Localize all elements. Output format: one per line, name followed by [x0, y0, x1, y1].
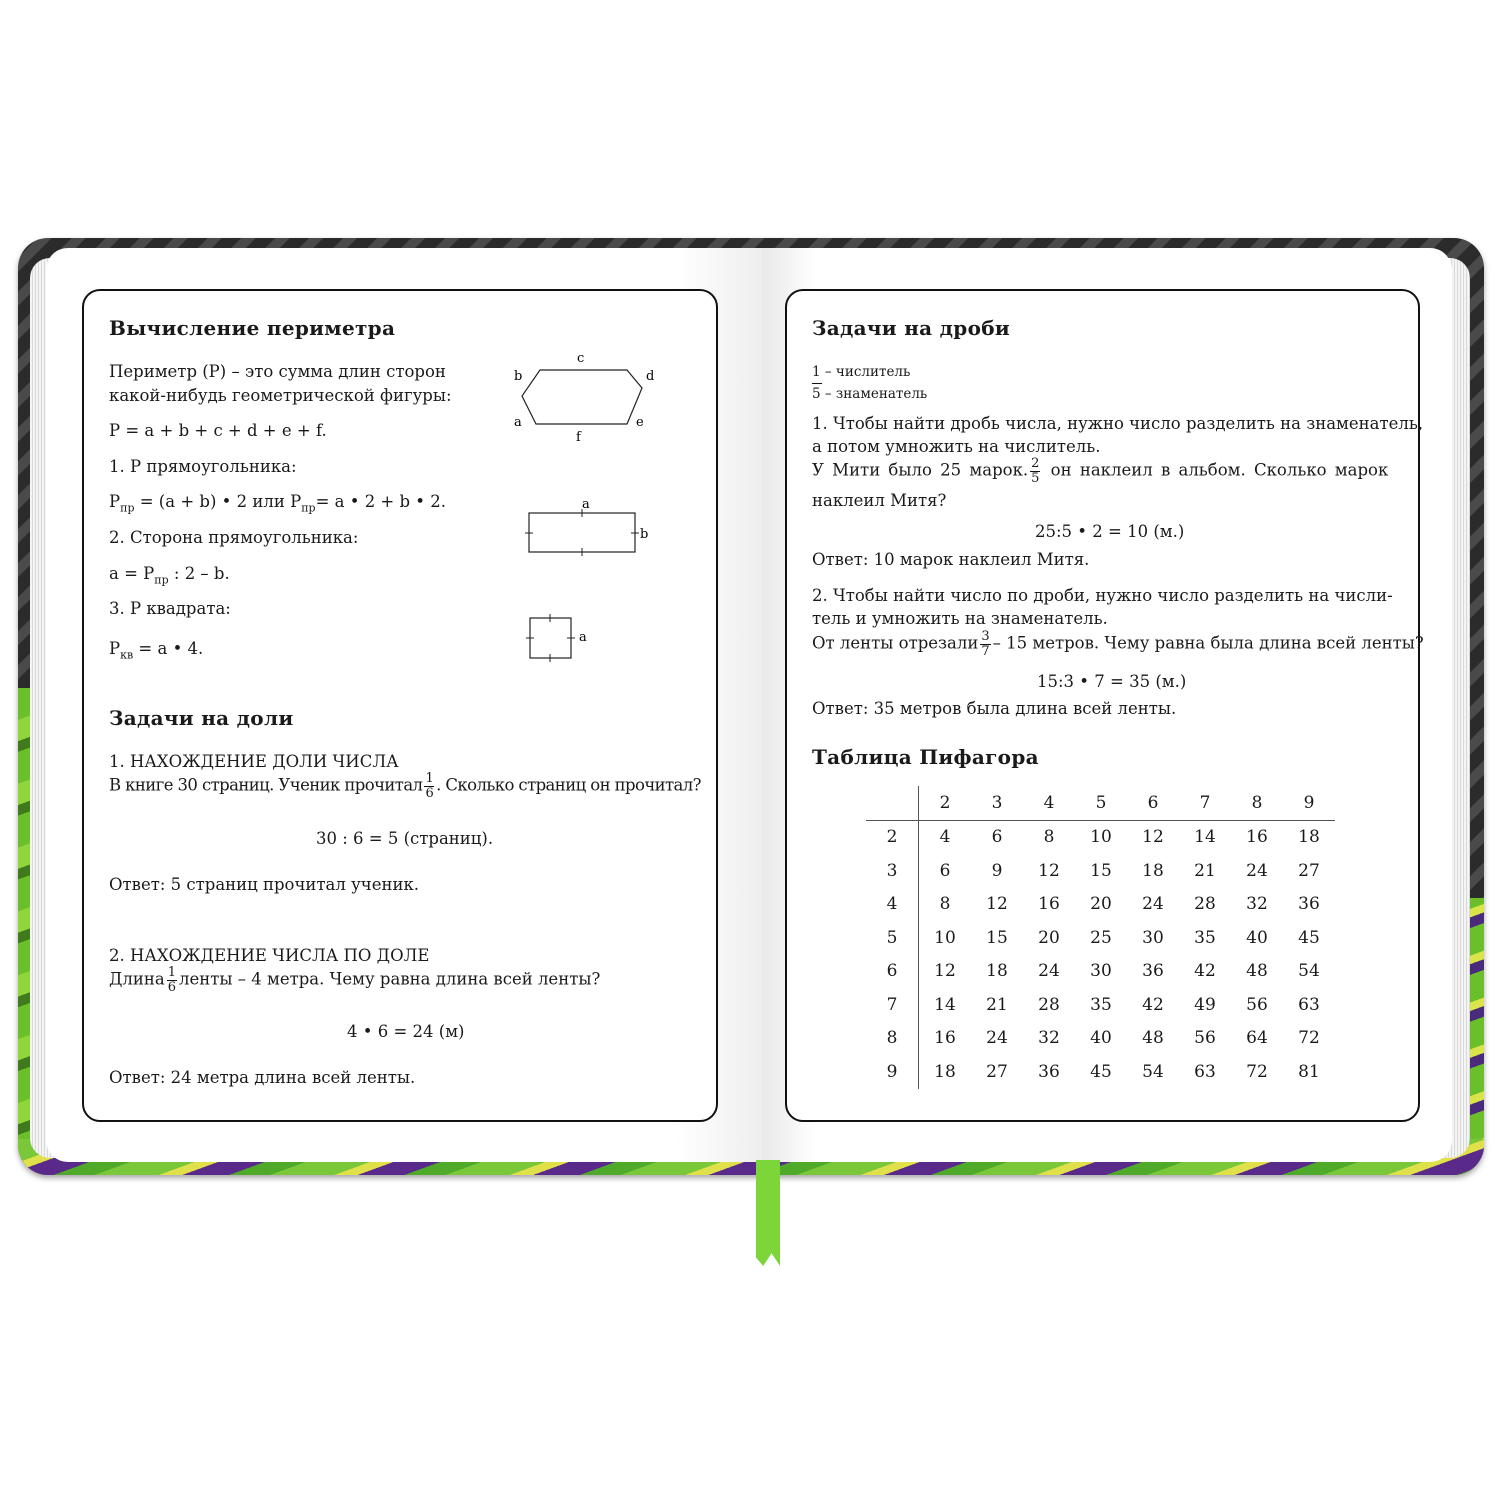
rectangle-diagram — [520, 495, 660, 560]
table-row-header: 4 — [866, 888, 919, 922]
table-cell: 12 — [934, 961, 956, 982]
table-cell: 64 — [1246, 1028, 1268, 1049]
table-cell: 18 — [934, 1061, 956, 1082]
table-header-cell: 2 — [919, 786, 972, 820]
table-cell: 40 — [1090, 1028, 1112, 1049]
square-diagram — [522, 610, 602, 665]
table-cell: 30 — [1142, 927, 1164, 948]
table-row-header: 2 — [866, 820, 919, 854]
fractions-example-2: От ленты отрезали $\frac{3}{7}$ – 15 метров. Чему равна была длина всей ленты? — [812, 629, 1424, 659]
table-cell: 8 — [939, 894, 951, 915]
table-header-cell: 6 — [1127, 786, 1179, 820]
legend-fraction-bar — [812, 383, 822, 384]
table-cell: 81 — [1298, 1061, 1320, 1082]
bookmark-ribbon — [756, 1160, 780, 1266]
table-cell: 32 — [1038, 1028, 1060, 1049]
table-header-cell: 7 — [1179, 786, 1231, 820]
table-cell: 15 — [986, 927, 1008, 948]
table-cell: 28 — [1194, 894, 1216, 915]
table-header-cell: 9 — [1283, 786, 1335, 820]
table-cell: 14 — [934, 994, 956, 1015]
hex-label-b: b — [514, 369, 523, 384]
table-header-cell: 8 — [1231, 786, 1283, 820]
table-row-header: 3 — [866, 854, 919, 888]
table-cell: 42 — [1194, 961, 1216, 982]
table-cell: 16 — [934, 1028, 956, 1049]
table-header-cell: 4 — [1023, 786, 1075, 820]
table-cell: 10 — [934, 927, 956, 948]
table-row-header: 8 — [866, 1022, 919, 1056]
fraction-1-6: $\frac{1}{6}$ — [425, 771, 434, 801]
table-cell: 21 — [1194, 860, 1216, 881]
parts-heading-2: 2. НАХОЖДЕНИЕ ЧИСЛА ПО ДОЛЕ — [109, 946, 430, 965]
table-cell: 20 — [1090, 894, 1112, 915]
table-cell: 48 — [1142, 1028, 1164, 1049]
parts-solution-2: 4 • 6 = 24 (м) — [347, 1022, 465, 1041]
perimeter-title: Вычисление периметра — [109, 316, 396, 340]
table-row — [866, 955, 1335, 989]
table-cell: 18 — [986, 961, 1008, 982]
parts-heading-1: 1. НАХОЖДЕНИЕ ДОЛИ ЧИСЛА — [109, 752, 399, 771]
rect-side-formula: $a = Р_{пр}$ : 2 – b. — [109, 564, 230, 587]
table-row-header: 5 — [866, 921, 919, 955]
table-cell: 56 — [1246, 994, 1268, 1015]
table-cell: 24 — [1246, 860, 1268, 881]
square-perimeter-heading: 3. Р квадрата: — [109, 599, 231, 618]
rect-label-a: a — [582, 497, 590, 512]
table-cell: 12 — [986, 894, 1008, 915]
hex-label-e: e — [636, 415, 644, 430]
table-cell: 35 — [1090, 994, 1112, 1015]
table-cell: 48 — [1246, 961, 1268, 982]
fractions-solution-2: 15:3 • 7 = 35 (м.) — [1037, 672, 1187, 691]
perimeter-def-line2: какой-нибудь геометрической фигуры: — [109, 386, 452, 405]
table-row — [866, 1022, 1335, 1056]
fraction-3-7: $\frac{3}{7}$ — [981, 629, 990, 659]
perimeter-def-line1: Периметр (Р) – это сумма длин сторон — [109, 362, 446, 381]
table-cell: 24 — [986, 1028, 1008, 1049]
table-row-header: 7 — [866, 988, 919, 1022]
table-cell: 14 — [1194, 827, 1216, 848]
table-cell: 40 — [1246, 927, 1268, 948]
fractions-example-1-cont: наклеил Митя? — [812, 491, 947, 510]
table-cell: 24 — [1142, 894, 1164, 915]
table-cell: 72 — [1298, 1028, 1320, 1049]
table-cell: 12 — [1142, 827, 1164, 848]
table-cell: 42 — [1142, 994, 1164, 1015]
table-cell: 4 — [939, 827, 951, 848]
table-cell: 72 — [1246, 1061, 1268, 1082]
parts-title: Задачи на доли — [109, 706, 294, 730]
table-cell: 54 — [1298, 961, 1320, 982]
table-cell: 56 — [1194, 1028, 1216, 1049]
parts-answer-2: Ответ: 24 метра длина всей ленты. — [109, 1068, 416, 1087]
fractions-rule-2a: 2. Чтобы найти число по дроби, нужно число разделить на числи- — [812, 586, 1393, 605]
parts-problem-2: Длина $\frac{1}{6}$ ленты – 4 метра. Чему равна длина всей ленты? — [109, 965, 601, 995]
hex-label-c: c — [577, 351, 585, 366]
square-perimeter-formula: $Р_{кв} = a$ • 4. — [109, 639, 204, 662]
table-cell: 45 — [1298, 927, 1320, 948]
fractions-solution-1: 25:5 • 2 = 10 (м.) — [1035, 522, 1185, 541]
table-cell: 54 — [1142, 1061, 1164, 1082]
fraction-2-5: $\frac{2}{5}$ — [1031, 456, 1040, 486]
table-cell: 10 — [1090, 827, 1112, 848]
table-cell: 20 — [1038, 927, 1060, 948]
fractions-example-1: У Мити было 25 марок. $\frac{2}{5}$ он наклеил в альбом. Сколько марок — [812, 456, 1389, 486]
parts-solution-1: 30 : 6 = 5 (страниц). — [316, 829, 494, 848]
table-cell: 30 — [1090, 961, 1112, 982]
table-cell: 12 — [1038, 860, 1060, 881]
table-cell: 27 — [1298, 860, 1320, 881]
table-row — [866, 888, 1335, 922]
table-row — [866, 820, 1335, 854]
square-label-a: a — [579, 630, 587, 645]
rect-perimeter-heading: 1. Р прямоугольника: — [109, 457, 297, 476]
table-cell: 63 — [1194, 1061, 1216, 1082]
table-cell: 8 — [1043, 827, 1055, 848]
numerator-legend: 1 – числитель — [812, 364, 911, 380]
table-row — [866, 1055, 1335, 1089]
table-cell: 28 — [1038, 994, 1060, 1015]
fractions-rule-1a: 1. Чтобы найти дробь числа, нужно число разделить на знаменатель, — [812, 414, 1424, 433]
table-header-row — [866, 786, 1335, 820]
pythagoras-table — [866, 786, 1335, 1089]
table-cell: 9 — [991, 860, 1003, 881]
fractions-rule-2b: тель и умножить на знаменатель. — [812, 609, 1108, 628]
table-row — [866, 921, 1335, 955]
fractions-rule-1b: а потом умножить на числитель. — [812, 437, 1101, 456]
denominator-legend: 5 – знаменатель — [812, 386, 928, 402]
pythagoras-title: Таблица Пифагора — [812, 745, 1039, 769]
table-cell: 16 — [1246, 827, 1268, 848]
table-cell: 36 — [1038, 1061, 1060, 1082]
table-cell: 32 — [1246, 894, 1268, 915]
perimeter-formula: Р = a + b + c + d + e + f. — [109, 421, 327, 440]
table-header-cell: 3 — [971, 786, 1023, 820]
parts-answer-1: Ответ: 5 страниц прочитал ученик. — [109, 875, 420, 894]
table-cell: 25 — [1090, 927, 1112, 948]
hexagon-diagram — [505, 350, 665, 446]
table-header-cell: 5 — [1075, 786, 1127, 820]
rect-perimeter-formula: $Р_{пр} = (a + b)$ • 2 или $Р_{пр}= a$ • 2 + b • 2. — [109, 492, 447, 515]
fraction-1-6-b: $\frac{1}{6}$ — [167, 965, 177, 995]
table-cell: 15 — [1090, 860, 1112, 881]
rect-side-heading: 2. Сторона прямоугольника: — [109, 528, 359, 547]
table-row — [866, 988, 1335, 1022]
table-cell: 6 — [939, 860, 951, 881]
table-cell: 18 — [1298, 827, 1320, 848]
table-cell: 35 — [1194, 927, 1216, 948]
table-cell: 49 — [1194, 994, 1216, 1015]
table-cell: 24 — [1038, 961, 1060, 982]
table-row-header: 6 — [866, 955, 919, 989]
table-cell: 36 — [1298, 894, 1320, 915]
table-header-cell — [866, 786, 919, 820]
table-cell: 45 — [1090, 1061, 1112, 1082]
table-row-header: 9 — [866, 1055, 919, 1089]
hex-label-a: a — [514, 415, 522, 430]
fractions-title: Задачи на дроби — [812, 316, 1010, 340]
table-cell: 6 — [991, 827, 1003, 848]
hex-label-f: f — [576, 430, 581, 445]
table-row — [866, 854, 1335, 888]
table-cell: 16 — [1038, 894, 1060, 915]
table-cell: 21 — [986, 994, 1008, 1015]
fractions-answer-1: Ответ: 10 марок наклеил Митя. — [812, 550, 1090, 569]
table-cell: 18 — [1142, 860, 1164, 881]
fractions-answer-2: Ответ: 35 метров была длина всей ленты. — [812, 699, 1177, 718]
table-cell: 27 — [986, 1061, 1008, 1082]
rect-label-b: b — [640, 527, 649, 542]
table-cell: 36 — [1142, 961, 1164, 982]
hex-label-d: d — [646, 369, 655, 384]
parts-problem-1: В книге 30 страниц. Ученик прочитал $\frac{1}{6}$ . Сколько страниц он прочитал? — [109, 771, 701, 801]
table-cell: 63 — [1298, 994, 1320, 1015]
